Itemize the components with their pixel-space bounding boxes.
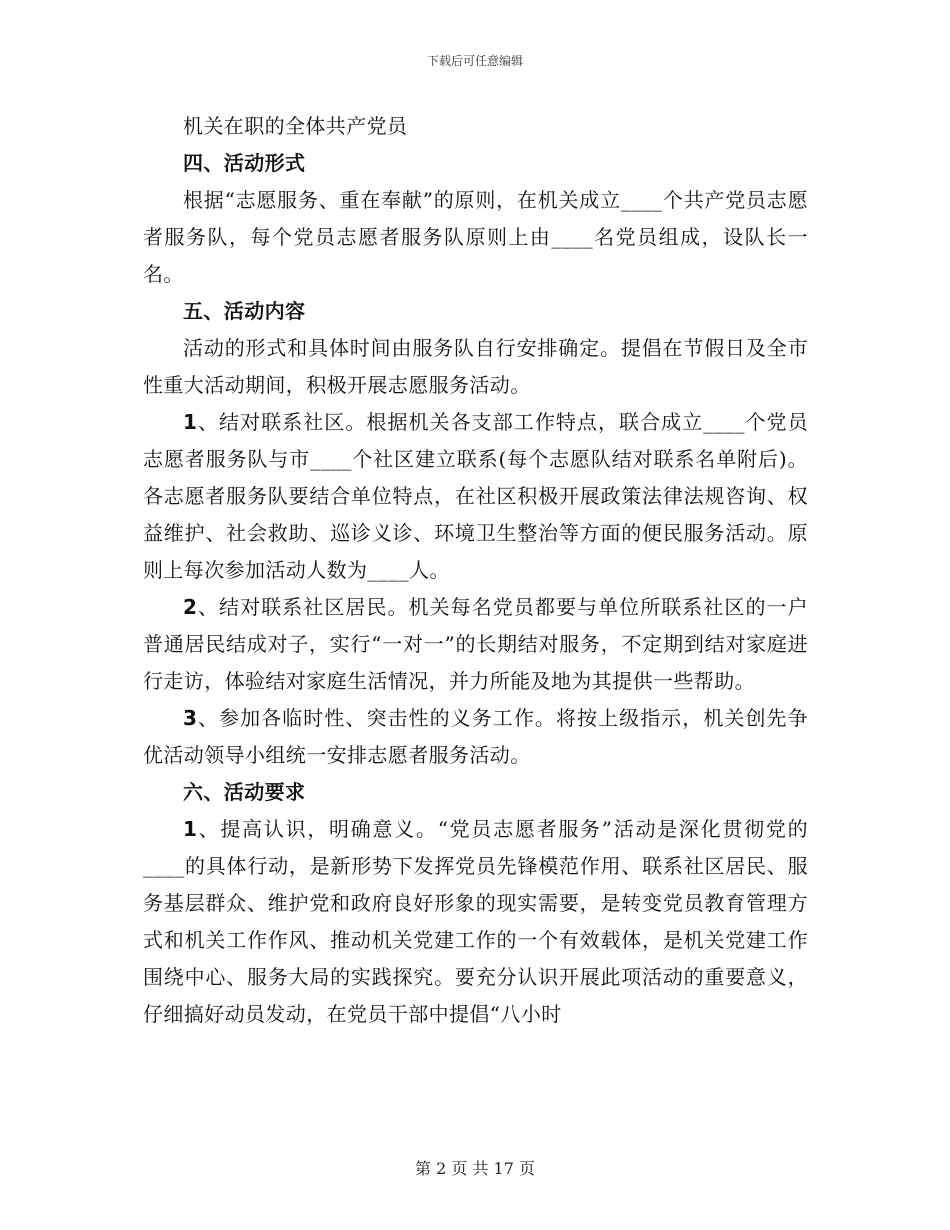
list-item-volunteer-work [143, 700, 808, 774]
list-item-raise-awareness [143, 811, 808, 1033]
heading-activity-content: 五、活动内容 [183, 299, 306, 323]
page-header-note: 下载后可任意编辑 [426, 54, 523, 68]
list-item-text: 、结对联系社区。根据机关各支部工作特点，联合成立____个党员志愿者服务队与市____个社区建立联系(每个志愿队结对联系名单附后)。各志愿者服务队要结合单位特点，在社区积极开展政策法律法规咨询、权益维护、社会救助、巡诊义诊、环境卫生整治等方面的便民服务活动。原则上每次参加活动人数为____人。 [143, 410, 808, 582]
list-item-number: 1 [183, 410, 198, 434]
list-item-text: 、提高认识，明确意义。“党员志愿者服务”活动是深化贯彻党的____的具体行动，是新形势下发挥党员先锋模范作用、联系社区居民、服务基层群众、维护党和政府良好形象的现实需要，是转变党员教育管理方式和机关工作作风、推动机关党建工作的一个有效载体，是机关党建工作围绕中心、服务大局的实践探究。要充分认识开展此项活动的重要意义，仔细搞好动员发动，在党员干部中提倡“八小时 [143, 817, 808, 1026]
list-item-number: 3 [183, 706, 198, 730]
page-number: 第 2 页 共 17 页 [415, 1159, 535, 1178]
list-item-text: 、参加各临时性、突击性的义务工作。将按上级指示，机关创先争优活动领导小组统一安排志愿者服务活动。 [143, 706, 808, 767]
list-item-number: 1 [183, 817, 198, 841]
list-item-number: 2 [183, 595, 198, 619]
document-body [143, 108, 808, 1033]
heading-activity-form: 四、活动形式 [183, 151, 306, 175]
paragraph-participants: 机关在职的全体共产党员 [183, 114, 408, 138]
paragraph-activity-content: 活动的形式和具体时间由服务队自行安排确定。提倡在节假日及全市性重大活动期间，积极开展志愿服务活动。 [143, 336, 808, 397]
paragraph-activity-form: 根据“志愿服务、重在奉献”的原则，在机关成立____个共产党员志愿者服务队，每个党员志愿者服务队原则上由____名党员组成，设队长一名。 [143, 188, 808, 286]
list-item-resident-link [143, 589, 808, 700]
list-item-text: 、结对联系社区居民。机关每名党员都要与单位所联系社区的一户普通居民结成对子，实行“一对一”的长期结对服务，不定期到结对家庭进行走访，体验结对家庭生活情况，并力所能及地为其提供一些帮助。 [143, 595, 808, 693]
list-item-community-link [143, 404, 808, 589]
heading-activity-requirements: 六、活动要求 [183, 780, 306, 804]
